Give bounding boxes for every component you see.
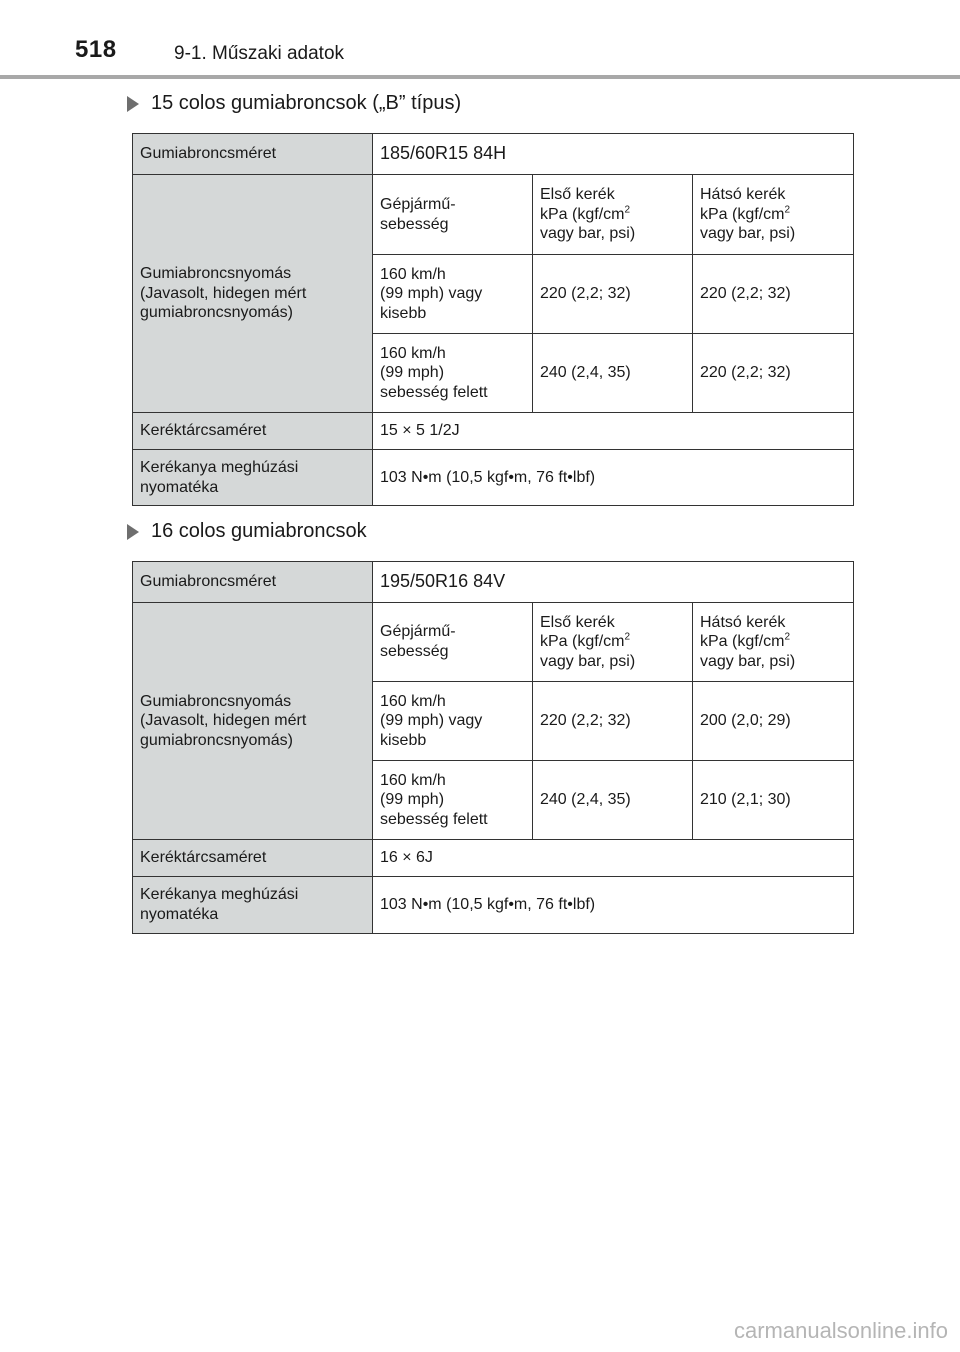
table-row <box>133 450 854 506</box>
rim-size-label: Keréktárcsaméret <box>133 840 373 877</box>
subheading-15-inch <box>127 92 461 115</box>
speed-cell: 160 km/h (99 mph) vagy kisebb <box>373 255 533 334</box>
table-row <box>133 413 854 450</box>
front-wheel-column-header: Első kerék kPa ($kgf/cm^2$ vagy bar, psi) <box>533 603 693 682</box>
front-pressure-cell: 240 (2,4, 35) <box>533 761 693 840</box>
front-pressure-cell: 240 (2,4, 35) <box>533 334 693 413</box>
rear-pressure-cell: 210 (2,1; 30) <box>693 761 854 840</box>
triangle-bullet-icon <box>127 96 139 112</box>
triangle-bullet-icon <box>127 524 139 540</box>
speed-cell: 160 km/h (99 mph) sebesség felett <box>373 761 533 840</box>
header-divider <box>0 75 960 79</box>
front-pressure-cell: 220 (2,2; 32) <box>533 682 693 761</box>
tire-size-value: 195/50R16 84V <box>373 562 854 603</box>
tire-pressure-label: Gumiabroncsnyomás (Javasolt, hidegen mért gumiabroncsnyomás) <box>133 175 373 413</box>
subheading-text: 15 colos gumiabroncsok („B” típus) <box>151 92 462 114</box>
rear-wheel-column-header: Hátsó kerék kPa ($kgf/cm^2$ vagy bar, psi) <box>693 603 854 682</box>
rear-pressure-cell: 220 (2,2; 32) <box>693 255 854 334</box>
subheading-16-inch <box>127 520 367 543</box>
tire-size-label: Gumiabroncsméret <box>133 134 373 175</box>
rim-size-value: 15 × 5 1/2J <box>373 413 854 450</box>
tire-size-value: 185/60R15 84H <box>373 134 854 175</box>
page-header <box>0 0 960 80</box>
watermark: carmanualsonline.info <box>733 1318 948 1343</box>
rear-pressure-cell: 220 (2,2; 32) <box>693 334 854 413</box>
rear-pressure-cell: 200 (2,0; 29) <box>693 682 854 761</box>
front-pressure-cell: 220 (2,2; 32) <box>533 255 693 334</box>
table-row <box>133 562 854 603</box>
nut-torque-label: Kerékanya meghúzási nyomatéka <box>133 877 373 934</box>
tire-spec-table-15 <box>132 133 854 506</box>
table-row <box>133 134 854 175</box>
speed-column-header: Gépjármű- sebesség <box>373 603 533 682</box>
table-row <box>133 840 854 877</box>
tire-spec-table-16 <box>132 561 854 934</box>
tire-pressure-label: Gumiabroncsnyomás (Javasolt, hidegen mért gumiabroncsnyomás) <box>133 603 373 840</box>
table-row <box>133 877 854 934</box>
speed-cell: 160 km/h (99 mph) vagy kisebb <box>373 682 533 761</box>
section-title: 9-1. Műszaki adatok <box>174 43 345 64</box>
subheading-text: 16 colos gumiabroncsok <box>151 520 367 542</box>
speed-column-header: Gépjármű- sebesség <box>373 175 533 255</box>
nut-torque-label: Kerékanya meghúzási nyomatéka <box>133 450 373 506</box>
tire-size-label: Gumiabroncsméret <box>133 562 373 603</box>
rear-wheel-column-header: Hátsó kerék kPa ($kgf/cm^2$ vagy bar, psi) <box>693 175 854 255</box>
table-row <box>133 175 854 255</box>
speed-cell: 160 km/h (99 mph) sebesség felett <box>373 334 533 413</box>
rim-size-value: 16 × 6J <box>373 840 854 877</box>
nut-torque-value: 103 N•m (10,5 kgf•m, 76 ft•lbf) <box>373 450 854 506</box>
page-number: 518 <box>75 36 117 63</box>
table-row <box>133 603 854 682</box>
nut-torque-value: 103 N•m (10,5 kgf•m, 76 ft•lbf) <box>373 877 854 934</box>
rim-size-label: Keréktárcsaméret <box>133 413 373 450</box>
front-wheel-column-header: Első kerék kPa ($kgf/cm^2$ vagy bar, psi) <box>533 175 693 255</box>
